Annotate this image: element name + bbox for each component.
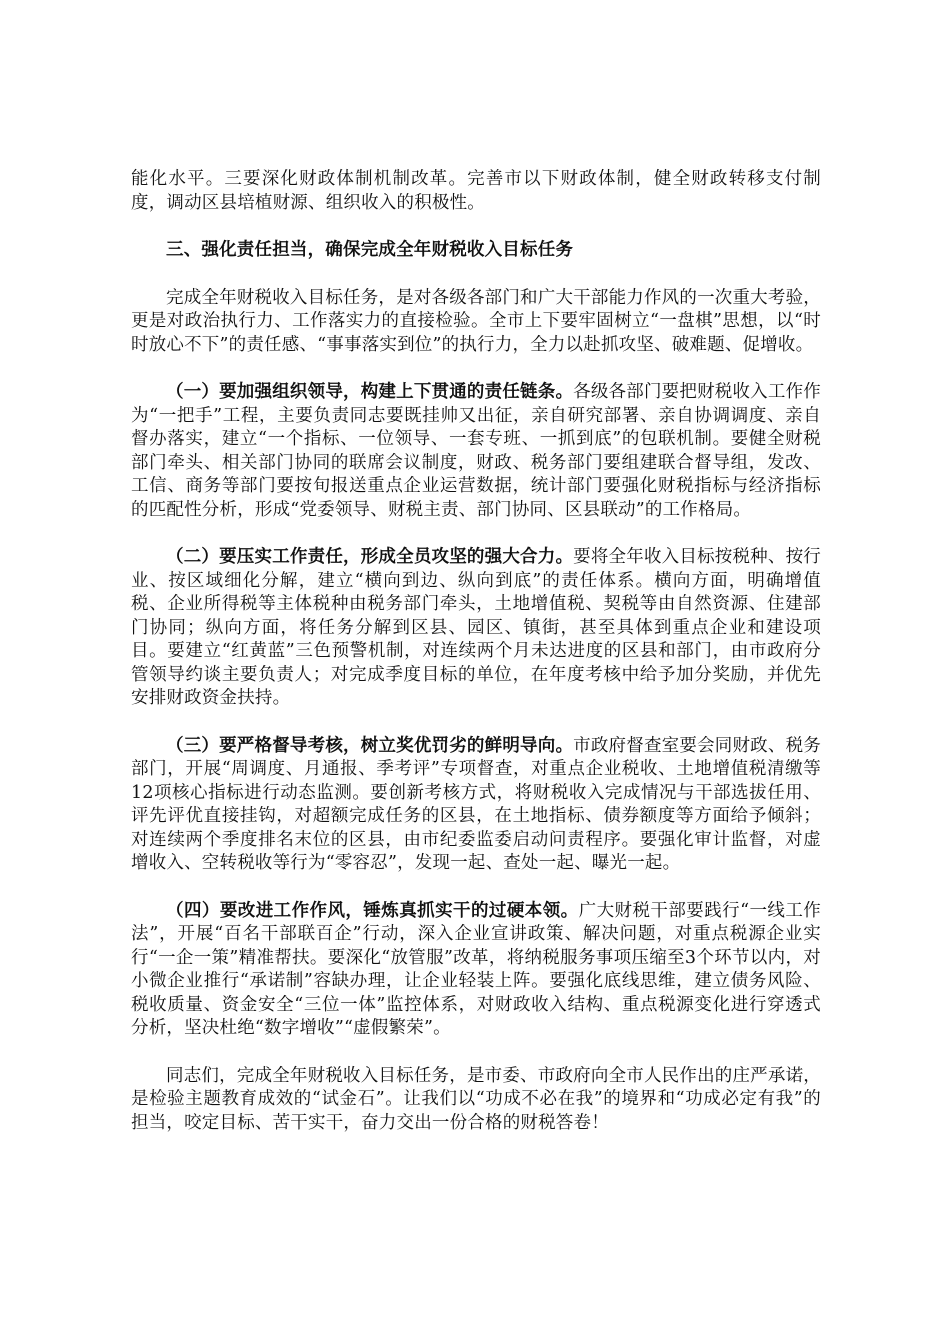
document-page [131,168,821,1135]
item-lead-2: （二）要压实工作责任，形成全员攻坚的强大合力。 [166,547,574,567]
item-lead-4: （四）要改进工作作风，锤炼真抓实干的过硬本领。 [166,900,579,921]
item-body-1: 各级各部门要把财税收入工作作为“一把手”工程，主要负责同志要既挂帅又出征，亲自研究部署、亲自协调调度、亲自督办落实，建立“一个指标、一位领导、一套专班、一抓到底”的包联机制。要健全财税部门牵头、相关部门协同的联席会议制度，财政、税务部门要组建联合督导组，发改、工信、商务等部门要按旬报送重点企业运营数据，统计部门要强化财税指标与经济指标的匹配性分析，形成“党委领导、财税主责、部门协同、区县联动”的工作格局。 [131,382,821,520]
item-paragraph-2 [131,546,821,711]
intro-paragraph: 完成全年财税收入目标任务，是对各级各部门和广大干部能力作风的一次重大考验，更是对政治执行力、工作落实力的直接检验。全市上下要牢固树立“一盘棋”思想，以“时时放心不下”的责任感、“事事落实到位”的执行力，全力以赴抓攻坚、破难题、促增收。 [131,287,821,355]
item-lead-1: （一）要加强组织领导，构建上下贯通的责任链条。 [166,382,574,402]
item-body-2: 要将全年收入目标按税种、按行业、按区域细化分解，建立“横向到边、纵向到底”的责任体系。横向方面，明确增值税、企业所得税等主体税种由税务部门牵头，土地增值税、契税等由自然资源、住建部门协同；纵向方面，将任务分解到区县、园区、镇街，甚至具体到重点企业和建设项目。要建立“红黄蓝”三色预警机制，对连续两个月未达进度的区县和部门，由市政府分管领导约谈主要负责人；对完成季度目标的单位，在年度考核中给予加分奖励，并优先安排财政资金扶持。 [131,547,821,708]
item-paragraph-1 [131,381,821,522]
item-lead-3: （三）要严格督导考核，树立奖优罚劣的鲜明导向。 [166,735,574,756]
closing-paragraph: 同志们，完成全年财税收入目标任务，是市委、市政府向全市人民作出的庄严承诺，是检验主题教育成效的“试金石”。让我们以“功成不必在我”的境界和“功成必定有我”的担当，咬定目标、苦干实干，奋力交出一份合格的财税答卷！ [131,1065,821,1133]
item-paragraph-3 [131,735,821,876]
item-body-3: 市政府督查室要会同财政、税务部门，开展“周调度、月通报、季考评”专项督查，对重点企业税收、土地增值税清缴等12项核心指标进行动态监测。要创新考核方式，将财税收入完成情况与干部选拔任用、评先评优直接挂钩，对超额完成任务的区县，在土地指标、债券额度等方面给予倾斜；对连续两个季度排名末位的区县，由市纪委监委启动问责程序。要强化审计监督，对虚增收入、空转税收等行为“零容忍”，发现一起、查处一起、曝光一起。 [131,735,821,873]
continuation-paragraph: 能化水平。三要深化财政体制机制改革。完善市以下财政体制，健全财政转移支付制度，调动区县培植财源、组织收入的积极性。 [131,169,821,213]
item-body-4: 广大财税干部要践行“一线工作法”，开展“百名干部联百企”行动，深入企业宣讲政策、解决问题，对重点税源企业实行“一企一策”精准帮扶。要深化“放管服”改革，将纳税服务事项压缩至3个环节以内，对小微企业推行“承诺制”容缺办理，让企业轻装上阵。要强化底线思维，建立债务风险、税收质量、资金安全“三位一体”监控体系，对财政收入结构、重点税源变化进行穿透式分析，坚决杜绝“数字增收”“虚假繁荣”。 [131,900,821,1038]
section-heading: 三、强化责任担当，确保完成全年财税收入目标任务 [166,240,574,260]
item-paragraph-4 [131,900,821,1041]
